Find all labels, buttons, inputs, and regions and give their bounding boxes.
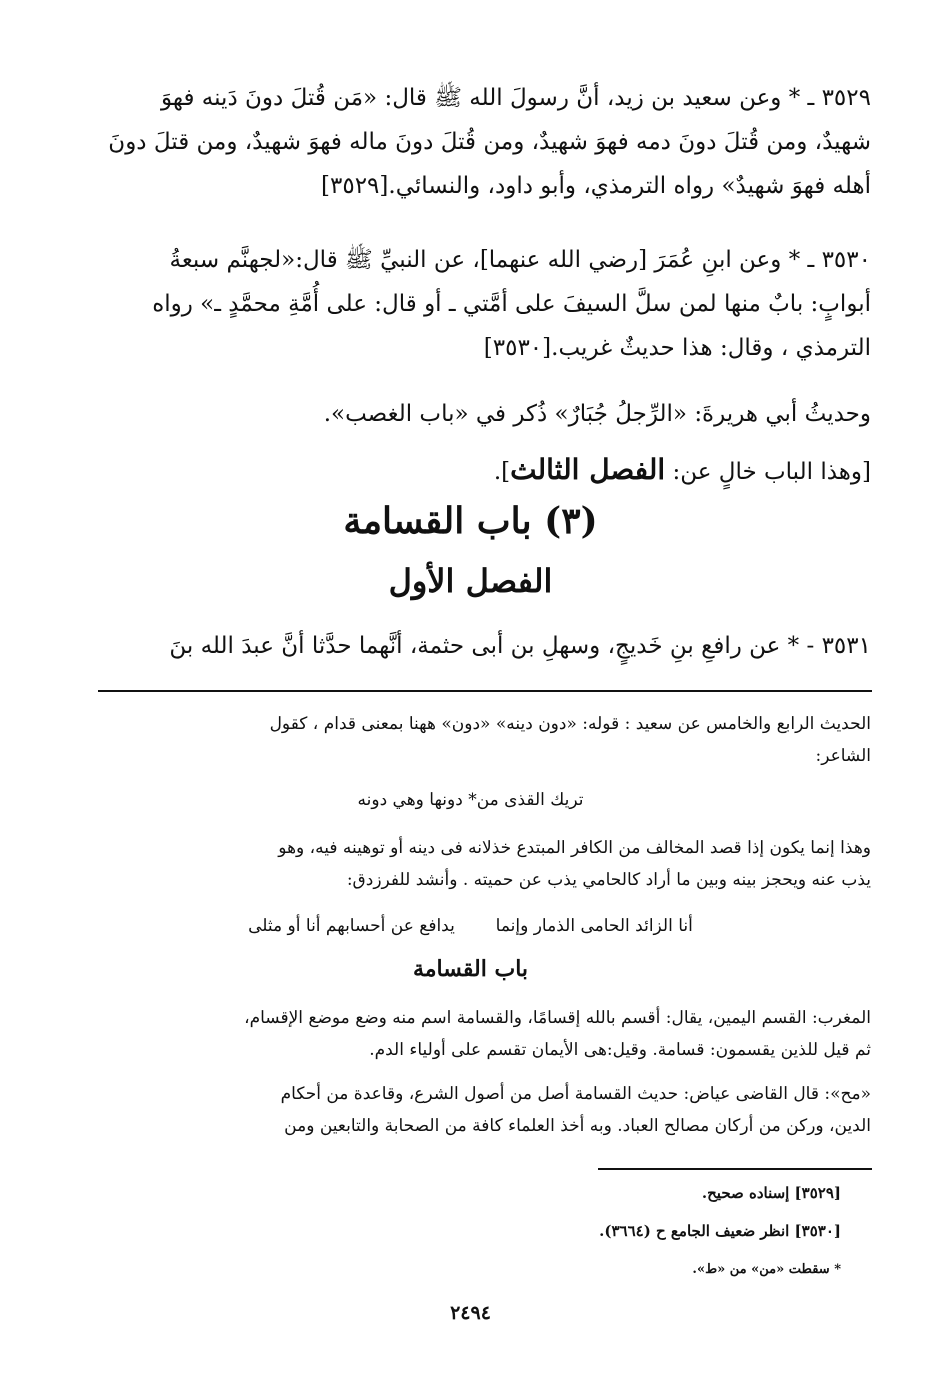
section-title: الفصل الأول [388,562,553,600]
text-divider [98,690,872,692]
commentary-paragraph: المغرب: القسم اليمين، يقال: أقسم بالله إقسامًا، والقسامة اسم منه وضع موضع الإقسام، ثم قيل للذين يقسمون: قسامة. وقيل:هى الأيمان تقسم على أولياء الدم. [244,1008,871,1060]
footnote-divider [598,1168,872,1170]
hadith-3529 [99,76,871,208]
verse-second-hemistich: يدافع عن أحسابهم أنا أو مثلى [248,916,455,936]
hadith-line: أبوابٍ: بابٌ منها لمن سلَّ السيفَ على أمَّتي ـ أو قال: على أُمَّةِ محمَّدٍ ـ» رواه [152,291,871,317]
poetry-verse: تريك القذى من* دونها وهي دونه [357,790,584,810]
reference-line: وحديثُ أبي هريرةَ: «الرِّجلُ جُبَارٌ» ذُكر في «باب الغصب». [323,401,871,427]
hadith-line: ٣٥٣٠ ـ * وعن ابنِ عُمَرَ [رضي الله عنهما]، عن النبيِّ ﷺ قال:«لجهنَّم سبعةُ [169,247,871,273]
hadith-line: ٣٥٢٩ ـ * وعن سعيد بن زيد، أنَّ رسولَ الله ﷺ قال: «مَن قُتلَ دونَ دَينه فهوَ [161,85,871,111]
commentary-paragraph: وهذا إنما يكون إذا قصد المخالف من الكافر المبتدع خذلانه فى دينه أو توهينه فيه، وهو يذب عنه ويحجز بينه وبين ما أراد كالحامي يذب عن حميته . وأنشد للفرزدق: [278,838,871,890]
note-bold-section: الفصل الثالث [510,453,666,486]
verse-first-hemistich: أنا الزائد الحامى الذمار وإنما [495,916,693,936]
commentary-subheading: باب القسامة [412,956,529,982]
footnote: [٣٥٣٠] انظر ضعيف الجامع ح (٣٦٦٤). [599,1222,841,1240]
hadith-line: شهيدٌ، ومن قُتلَ دونَ دمه فهوَ شهيدٌ، ومن قُتلَ دونَ ماله فهوَ شهيدٌ، ومن قتلَ دونَ [108,129,871,155]
hadith-3531 [99,624,871,668]
poetry-verse [0,916,941,936]
chapter-title: (٣) باب القسامة [343,500,598,542]
hadith-line: الترمذي ، وقال: هذا حديثٌ غريب.[٣٥٣٠] [483,335,871,361]
note-suffix: ]. [493,459,511,485]
hadith-line: أهله فهوَ شهيدٌ» رواه الترمذي، وأبو داود، والنسائي.[٣٥٢٩] [321,173,871,199]
abu-hurayra-reference [99,392,871,436]
footnote: * سقطت «من» من «ط». [692,1262,841,1277]
footnote: [٣٥٢٩] إسناده صحيح. [701,1184,841,1202]
hadith-line: ٣٥٣١ - * عن رافعِ بنِ خَديجٍ، وسهلِ بن أبى حثمة، أنَّهما حدَّثا أنَّ عبدَ الله بنَ [169,633,871,659]
note-prefix: [وهذا الباب خالٍ عن: [672,459,871,485]
commentary-paragraph: «مح»: قال القاضى عياض: حديث القسامة أصل من أصول الشرع، وقاعدة من أحكام الدين، وركن من أركان مصالح العباد. وبه أخذ العلماء كافة من الصحابة والتابعين ومن [280,1084,871,1136]
commentary-paragraph: الحديث الرابع والخامس عن سعيد : قوله: «دون دينه» «دون» ههنا بمعنى قدام ، كقول الشاعر: [269,714,871,766]
hadith-3530 [99,238,871,370]
third-section-note [99,448,871,494]
page-number: ٢٤٩٤ [450,1302,491,1324]
